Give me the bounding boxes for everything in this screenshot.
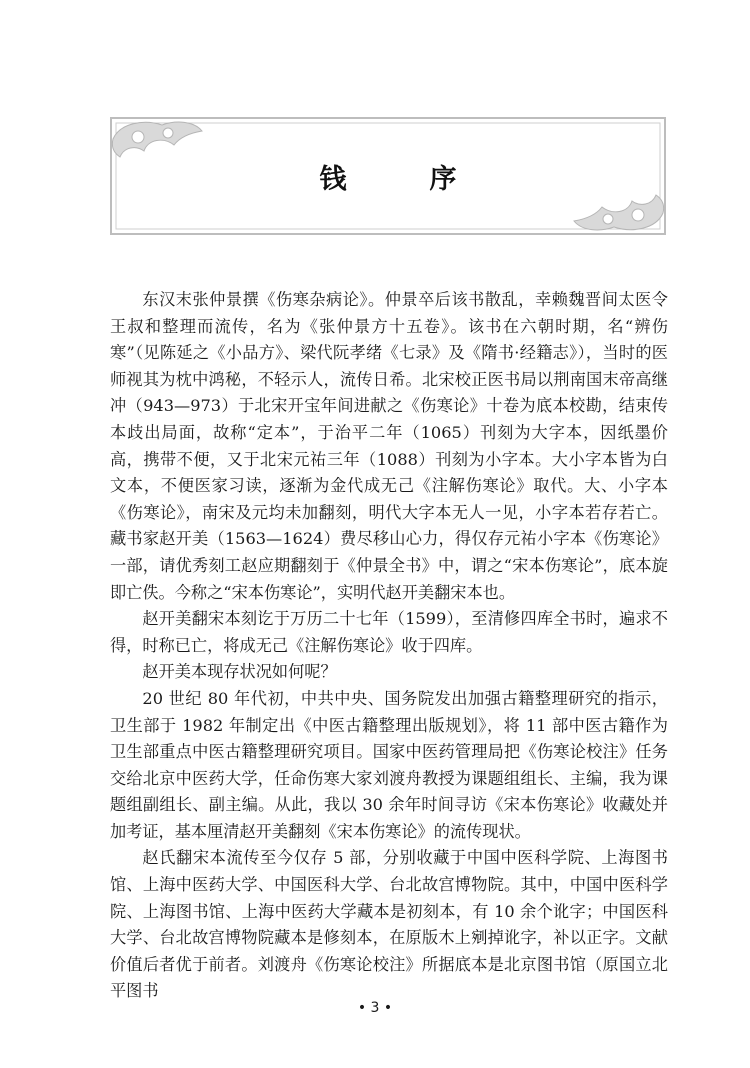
- chapter-title: 钱 序: [319, 163, 485, 195]
- page-number: • 3 •: [357, 1000, 393, 1016]
- title-frame: [110, 117, 666, 235]
- paragraph: 东汉末张仲景撰《伤寒杂病论》。仲景卒后该书散乱，幸赖魏晋间太医令王叔和整理而流传，名为《张仲景方十五卷》。该书在六朝时期，名“辨伤寒”（见陈延之《小品方》、梁代阮孝绪《七录》及《隋书·经籍志》），当时的医师视其为枕中鸿秘，不轻示人，流传日希。北宋校正医书局以荆南国末帝高继冲（943—973）于北宋开宝年间进献之《伤寒论》十卷为底本校勘，结束传本歧出局面，故称“定本”，于治平二年（1065）刊刻为大字本，因纸墨价高，携带不便，又于北宋元祐三年（1088）刊刻为小字本。大小字本皆为白文本，不便医家习读，逐渐为金代成无己《注解伤寒论》取代。大、小字本《伤寒论》，南宋及元均未加翻刻，明代大字本无人一见，小字本若存若亡。藏书家赵开美（1563—1624）费尽移山心力，得仅存元祐小字本《伤寒论》一部，请优秀刻工赵应期翻刻于《仲景全书》中，谓之“宋本伤寒论”，底本旋即亡佚。今称之“宋本伤寒论”，实明代赵开美翻宋本也。: [110, 290, 668, 602]
- paragraph: 赵氏翻宋本流传至今仅存 5 部，分别收藏于中国中医科学院、上海图书馆、上海中医药大学、中国医科大学、台北故宫博物院。其中，中国中医科学院、上海图书馆、上海中医药大学藏本是初刻本，有 10 余个讹字；中国医科大学、台北故宫博物院藏本是修刻本，在原版木上剜掉讹字，补以正字。文献价值后者优于前者。刘渡舟《伤寒论校注》所据底本是北京图书馆（原国立北平图书: [110, 848, 668, 1001]
- paragraph: 20 世纪 80 年代初，中共中央、国务院发出加强古籍整理研究的指示，卫生部于 1982 年制定出《中医古籍整理出版规划》，将 11 部中医古籍作为卫生部重点中医古籍整理研究项目。国家中医药管理局把《伤寒论校注》任务交给北京中医药大学，任命伤寒大家刘渡舟教授为课题组组长、主编，我为课题组副组长、副主编。从此，我以 30 余年时间寻访《宋本伤寒论》收藏处并加考证，基本厘清赵开美翻刻《宋本伤寒论》的流传现状。: [110, 688, 668, 841]
- paragraph: 赵开美本现存状况如何呢？: [142, 662, 337, 682]
- body-text: [110, 287, 668, 1005]
- paragraph: 赵开美翻宋本刻讫于万历二十七年（1599），至清修四库全书时，遍求不得，时称已亡，将成无己《注解伤寒论》收于四库。: [110, 609, 668, 655]
